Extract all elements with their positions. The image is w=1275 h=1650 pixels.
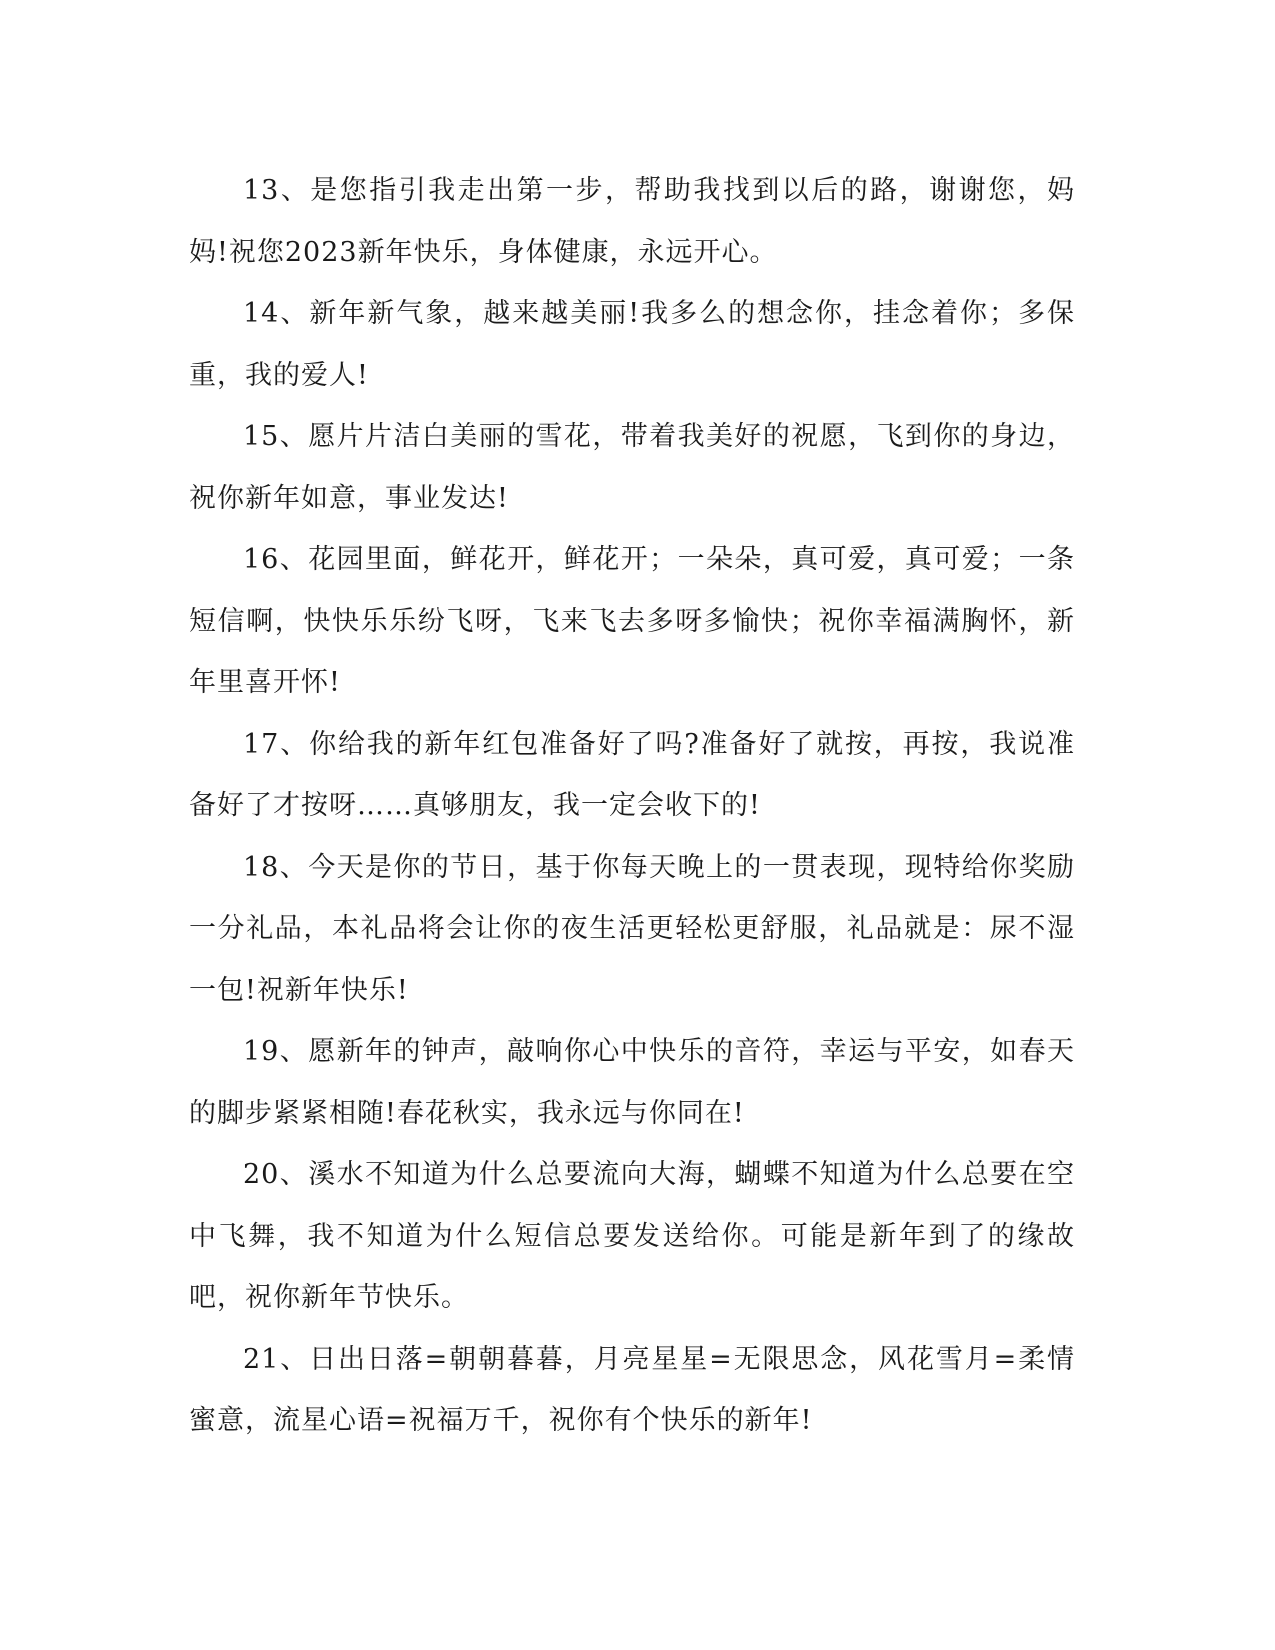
- paragraph-18: 18、今天是你的节日，基于你每天晚上的一贯表现，现特给你奖励一分礼品，本礼品将会让你的夜生活更轻松更舒服，礼品就是：尿不湿一包!祝新年快乐!: [189, 851, 1075, 1006]
- paragraph-17: 17、你给我的新年红包准备好了吗?准备好了就按，再按，我说准备好了才按呀……真够朋友，我一定会收下的!: [189, 728, 1075, 821]
- document-body: [189, 160, 1075, 1452]
- paragraph-21: 21、日出日落=朝朝暮暮，月亮星星=无限思念，风花雪月=柔情蜜意，流星心语=祝福万千，祝你有个快乐的新年!: [189, 1343, 1075, 1436]
- paragraph-16: 16、花园里面，鲜花开，鲜花开；一朵朵，真可爱，真可爱；一条短信啊，快快乐乐纷飞呀，飞来飞去多呀多愉快；祝你幸福满胸怀，新年里喜开怀!: [189, 544, 1075, 698]
- paragraph-14: 14、新年新气象，越来越美丽!我多么的想念你，挂念着你；多保重，我的爱人!: [189, 298, 1075, 391]
- paragraph-20: 20、溪水不知道为什么总要流向大海，蝴蝶不知道为什么总要在空中飞舞，我不知道为什么短信总要发送给你。可能是新年到了的缘故吧，祝你新年节快乐。: [189, 1159, 1075, 1313]
- paragraph-15: 15、愿片片洁白美丽的雪花，带着我美好的祝愿，飞到你的身边，祝你新年如意，事业发达!: [189, 421, 1075, 514]
- paragraph-19: 19、愿新年的钟声，敲响你心中快乐的音符，幸运与平安，如春天的脚步紧紧相随!春花秋实，我永远与你同在!: [189, 1036, 1075, 1129]
- paragraph-13: 13、是您指引我走出第一步，帮助我找到以后的路，谢谢您，妈妈!祝您2023新年快乐，身体健康，永远开心。: [189, 175, 1075, 268]
